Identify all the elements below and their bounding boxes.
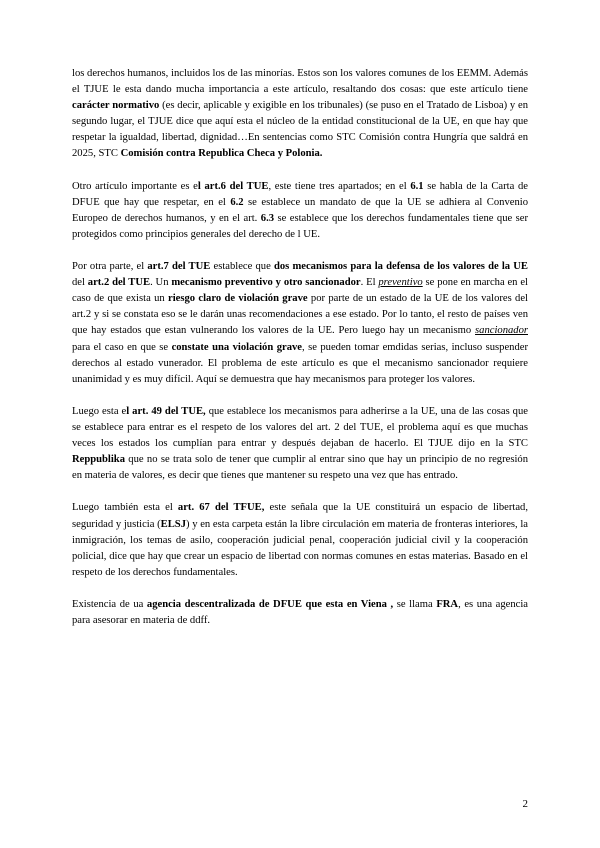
bold-art-49-tue: l art. 49 del TUE, <box>126 405 206 417</box>
bold-elsj: ELSJ <box>160 518 186 530</box>
paragraph-article-49: Luego esta el art. 49 del TUE, que establece los mecanismos para adherirse a la UE, una de las cosas que se establece para entrar es el respeto de los valores del art. 2 del TUE, el problema aquí es que muchas veces los estados los cumplían para entrar y después dejaban de hacerlo. El TJUE dijo en la STC Reppublika que no se trata solo de tener que cumplir al entrar sino que hay un principio de no regresión en materia de valores, es decir que tienes que mantener su respeto una vez que has entrado. <box>72 405 528 482</box>
underlined-sancionador: sancionador <box>475 325 528 337</box>
paragraph-article-2-values: los derechos humanos, incluidos los de las minorías. Estos son los valores comunes de los EEMM. Además el TJUE le esta dando mucha importancia a este artículo, resaltando dos cosas: que este artículo tiene carácter normativo (es decir, aplicable y exigible en los tribunales) (se puso en el Tratado de Lisboa) y en segundo lugar, el TJUE dice que aquí esta el núcleo de la entidad constitucional de la UE, en que hay que respetar la igualdad, libertad, dignidad…En sentencias como STC Comisión contra Hungría que saldrá en 2025, STC Comisión contra Republica Checa y Polonia. <box>72 68 528 160</box>
page-number: 2 <box>522 798 528 810</box>
bold-reppublika: Reppublika <box>72 454 125 466</box>
bold-6-1: 6.1 <box>410 180 424 192</box>
bold-art-6-tue: l art.6 del TUE <box>197 180 269 192</box>
bold-art-7-tue: art.7 del TUE <box>147 261 211 273</box>
bold-preventive-sanction: mecanismo preventivo y otro sancionador <box>171 277 361 289</box>
paragraph-article-7: Por otra parte, el art.7 del TUE establece que dos mecanismos para la defensa de los valores de la UE del art.2 del TUE. Un mecanismo preventivo y otro sancionador. El preventivo se pone en marcha en el caso de que exista un riesgo claro de violación grave por parte de un estado de la UE de los valores del art.2 y si se constata eso se le darán unas recomendaciones a ese estado. Por lo tanto, el resto de países ven que hay estados que estan vulnerando los valores de la UE. Pero luego hay un mecanismo sancionador para el caso en que se constate una violación grave, se pueden tomar emdidas serias, incluso suspender derechos al estado vunerador. El problema de este artículo es que el mecanismo sancionador requiere unanimidad y es muy difícil. Aquí se demuestra que hay mecanismos para proteger los valores. <box>72 261 529 385</box>
paragraph-article-67: Luego también esta el art. 67 del TFUE, este señala que la UE constituirá un espacio de libertad, seguridad y justicia (ELSJ) y en esta carpeta están la libre circulación em materia de fronteras interiores, la inmigración, los temas de asilo, cooperación judicial penal, cooperación judicial civil y la cooperación policial, dice que hay que crear un espacio de libertad con normas comunes en estas materias. Basado en el respeto de los derechos fundamentales. <box>72 502 529 578</box>
paragraph-fra-agency: Existencia de ua agencia descentralizada de DFUE que esta en Viena , se llama FRA, es una agencia para asesorar en materia de ddff. <box>72 599 528 627</box>
underlined-preventivo: preventivo <box>378 277 423 289</box>
bold-6-3: 6.3 <box>260 212 275 224</box>
paragraph-article-6: Otro artículo importante es el art.6 del TUE, este tiene tres apartados; en el 6.1 se habla de la Carta de DFUE que hay que respetar, en el 6.2 se establece un mandato de que la UE se adhiera al Convenio Europeo de derechos humanos, y en el art. 6.3 se establece que los derechos fundamentales tiene que ser protegidos como principios generales del derecho de l UE. <box>72 180 529 240</box>
bold-agency-vienna: agencia descentralizada de DFUE que esta en Viena , <box>146 599 394 610</box>
bold-clear-risk: riesgo claro de violación grave <box>168 293 308 305</box>
page-content <box>72 66 528 645</box>
bold-case-czech-poland: Comisión contra Republica Checa y Polonia. <box>120 148 323 160</box>
bold-two-mechanisms: dos mecanismos para la defensa de los valores de la UE <box>273 261 528 273</box>
bold-6-2: 6.2 <box>230 196 244 208</box>
bold-art-67-tfue: art. 67 del TFUE, <box>177 502 265 514</box>
bold-caracter-normativo: carácter normativo <box>72 100 160 112</box>
bold-art-2-tue: art.2 del TUE <box>87 277 151 289</box>
bold-fra: FRA <box>436 599 459 610</box>
bold-serious-violation: constate una violación grave <box>171 341 302 353</box>
